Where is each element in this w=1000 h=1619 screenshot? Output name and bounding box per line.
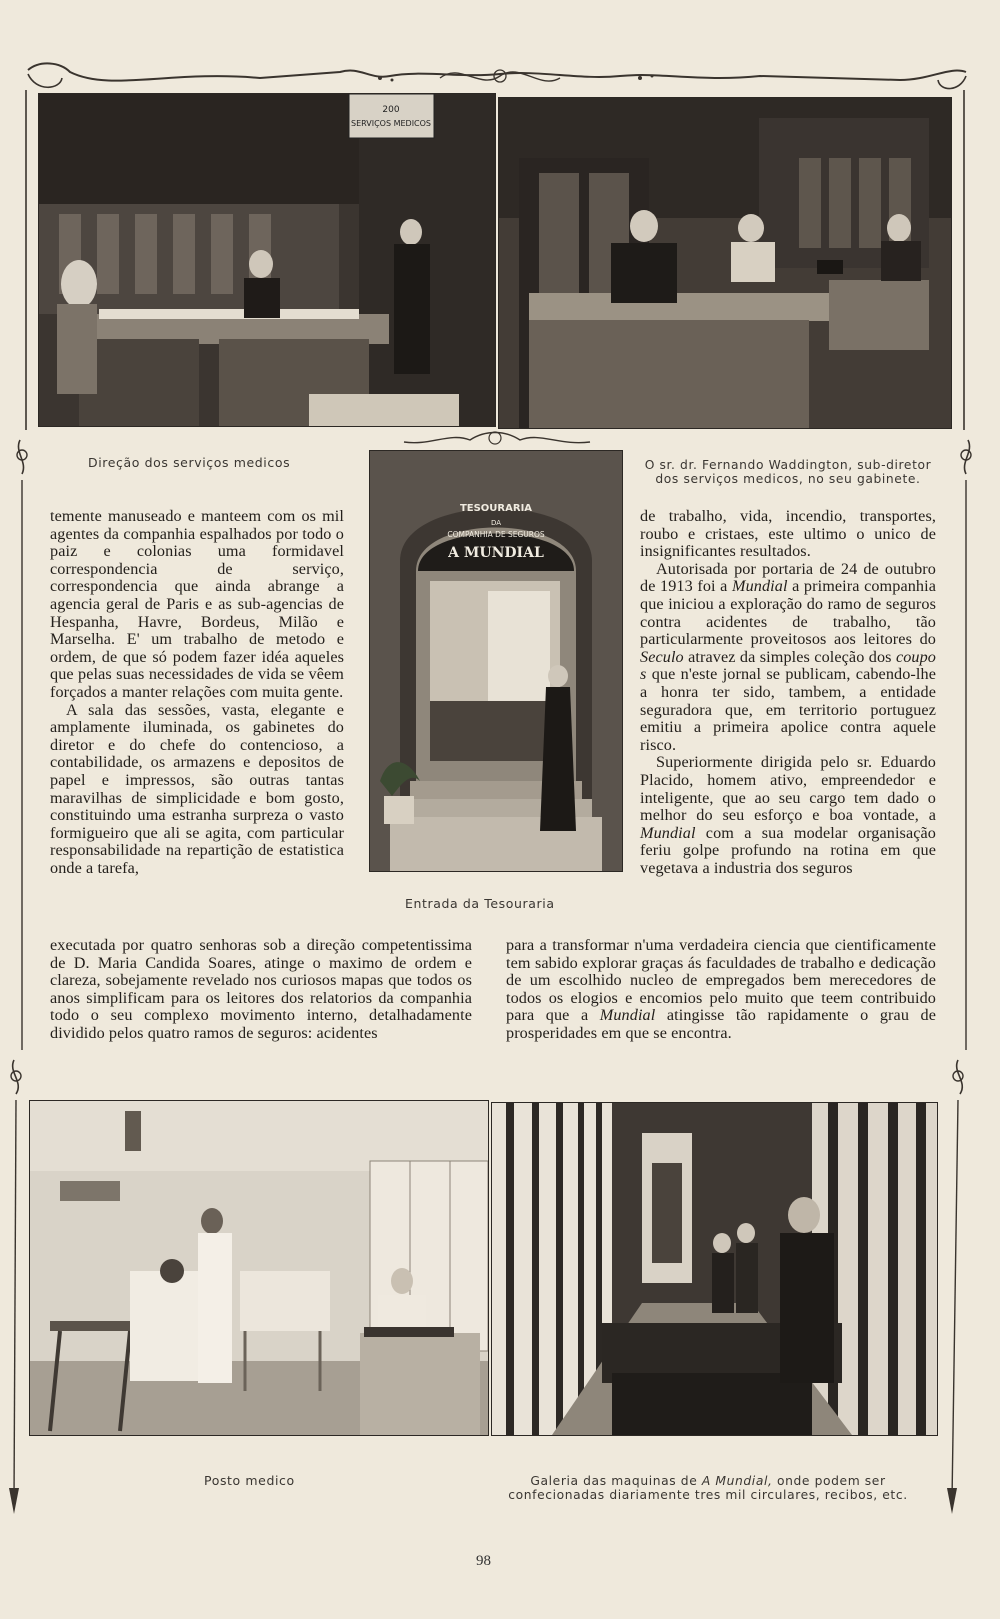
text-run: a primeira companhia que iniciou a exploração do ramo de seguros contra acidentes de trabalho, tão particularmente proveitosos aos leitores do (640, 577, 936, 649)
caption-machine-gallery-pre: Galeria das maquinas de (530, 1474, 702, 1488)
treasury-sign-of: DA (490, 519, 502, 527)
text-run: atingisse tão rapidamente o grau de prosperidades em que se encontra. (506, 1006, 937, 1042)
page-number: 98 (476, 1553, 491, 1569)
photo-medical-post (29, 1100, 489, 1436)
article-paragraph (506, 937, 936, 1043)
caption-subdirector: O sr. dr. Fernando Waddington, sub-diretor dos serviços medicos, no seu gabinete. (644, 458, 932, 486)
text-run-italic: Seculo (640, 647, 684, 666)
caption-medical-post: Posto medico (204, 1473, 295, 1488)
photo-medical-services-office (38, 93, 496, 427)
text-run: que n'este jornal se publicam, cabendo-lhe a honra ter sido, tambem, a entidade seguradora que, em territorio portuguez emitiu a primeira apolice contra aquele risco. (640, 665, 936, 754)
article-paragraph: A sala das sessões, vasta, elegante e amplamente iluminada, os gabinetes do diretor e do chefe do contencioso, a contabilidade, os armazens e depositos de papel e impressos, são outras tantas maravilhas de simplicidade e bom gosto, constituindo uma estranha surpreza o vasto formigueiro que ali se agita, com particular responsabilidade na repartição de estatistica onde a tarefa, (50, 700, 344, 877)
text-run: Superiormente dirigida pelo sr. Eduardo Placido, homem ativo, empreendedor e inteligente, que ao seu cargo tem dado o melhor do seu esforço e boa vontade, a (640, 753, 936, 825)
treasury-sign-name: A MUNDIAL (448, 545, 544, 561)
office-sign-text: SERVIÇOS MEDICOS (350, 119, 432, 128)
article-paragraph: temente manuseado e manteem com os mil agentes da companhia espalhados por todo o paiz e colonias uma formidavel correspondencia de serviço, correspondencia que ainda abrange a agencia geral de Paris e as sub-agencias de Hespanha, Havre, Bordeus, Milão e Marselha. E' um trabalho de metodo e ordem, de que só podem fazer idéa aqueles que pelas suas necessidades de vida se vêem forçados a manter relações com muita gente. (50, 507, 344, 701)
caption-machine-gallery (486, 1474, 930, 1502)
caption-treasury-entrance: Entrada da Tesouraria (405, 896, 555, 911)
photo-treasury-entrance (369, 450, 623, 872)
treasury-sign-title: TESOURARIA (459, 503, 533, 514)
treasury-sign-company: COMPANHIA DE SEGUROS (447, 530, 545, 539)
text-run: com a sua modelar organisação feriu golpe profundo na rotina em que vegetava a industria dos seguros (640, 823, 936, 877)
office-sign-number: 200 (382, 105, 400, 115)
article-paragraph (640, 754, 936, 877)
article-right-column (640, 508, 936, 877)
article-paragraph: de trabalho, vida, incendio, transportes, roubo e cristaes, este ultimo o unico de insignificantes resultados. (640, 507, 936, 561)
article-right-bottom (506, 937, 936, 1043)
article-paragraph: executada por quatro senhoras sob a direção competentissima de D. Maria Candida Soares, atinge o maximo de ordem e clareza, sobejamente revelado nos curiosos mapas que todos os anos simplificam para os leitores dos relatorios da companhia todo o seu complexo movimento interno, detalhadamente dividido pelos quatro ramos de seguros: acidentes (50, 936, 472, 1042)
caption-machine-gallery-company: A Mundial, (701, 1474, 773, 1488)
text-run-italic: Mundial (599, 1006, 656, 1025)
text-run: Autorisada por portaria de 24 de outubro de 1913 foi a (640, 559, 936, 596)
caption-medical-services-direction: Direção dos serviços medicos (88, 455, 291, 470)
article-left-bottom (50, 937, 472, 1043)
text-run: para a transformar n'uma verdadeira ciencia que cientificamente tem sabido explorar graças ás faculdades de trabalho e dedicação de um escolhido nucleo de empregados bem merecedores de todos os elogios e encomios pelo muito que teem contribuido para que a (506, 936, 936, 1025)
photo-subdirector-cabinet (498, 97, 952, 429)
text-run: atravez da simples coleção dos (683, 647, 896, 666)
text-run-italic: Mundial (731, 577, 788, 596)
text-run-italic: Mundial (640, 823, 696, 842)
photo-machine-gallery (491, 1102, 938, 1436)
article-paragraph (640, 561, 936, 755)
text-run-italic: coupo s (640, 647, 936, 684)
article-left-column (50, 508, 344, 877)
caption-machine-gallery-post: onde podem ser confecionadas diariamente tres mil circulares, recibos, etc. (508, 1474, 908, 1502)
